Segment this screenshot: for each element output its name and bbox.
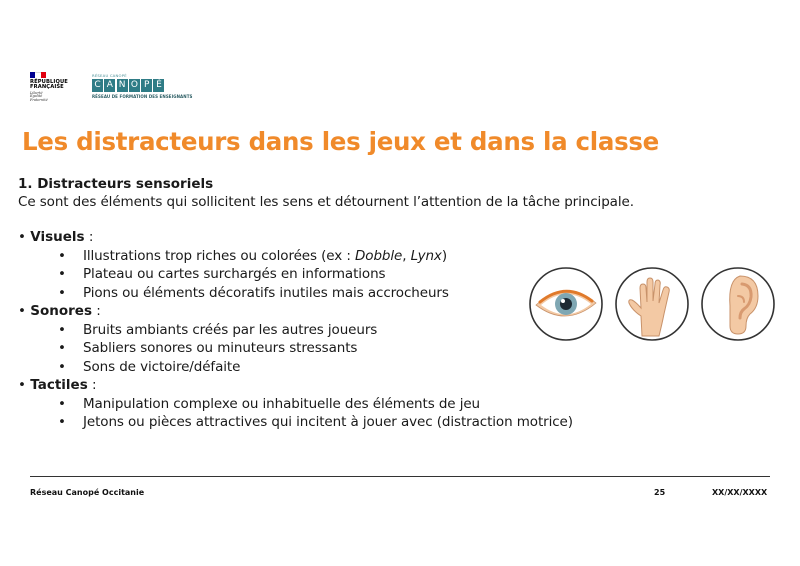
list-item: • Sabliers sonores ou minuteurs stressants (18, 339, 738, 358)
republique-francaise-logo (30, 72, 80, 116)
category-tactiles: • Tactiles : (18, 377, 97, 393)
footer-divider (30, 476, 770, 477)
list-item: • Jetons ou pièces attractives qui incitent à jouer avec (distraction motrice) (18, 413, 738, 432)
french-flag-icon (30, 72, 46, 78)
republique-text: RÉPUBLIQUE FRANÇAISE (30, 79, 68, 91)
canope-subtitle: RÉSEAU DE FORMATION DES ENSEIGNANTS (92, 94, 193, 99)
section-intro: Ce sont des éléments qui sollicitent les sens et détournent l’attention de la tâche principale. (18, 194, 634, 210)
canope-wordmark: C A N O P É (92, 79, 174, 92)
category-visuels: • Visuels : (18, 229, 94, 245)
list-item: • Plateau ou cartes surchargés en informations (18, 265, 738, 284)
list-item: • Sons de victoire/défaite (18, 358, 738, 377)
footer-date: XX/XX/XXXX (712, 488, 768, 497)
section-heading: 1. Distracteurs sensoriels (18, 176, 214, 192)
republique-motto: Liberté Égalité Fraternité (30, 90, 48, 102)
sense-icons (528, 266, 778, 344)
slide-title: Les distracteurs dans les jeux et dans la classe (22, 127, 659, 156)
page-number: 25 (654, 488, 666, 497)
list-item: • Illustrations trop riches ou colorées (ex : Dobble, Lynx) (18, 247, 738, 266)
category-sonores: • Sonores : (18, 303, 101, 319)
canope-top-text: RÉSEAU CANOPÉ (92, 73, 127, 78)
list-item: • Pions ou éléments décoratifs inutiles mais accrocheurs (18, 284, 738, 303)
ear-icon (700, 266, 776, 342)
canope-logo (92, 73, 193, 105)
list-item: • Bruits ambiants créés par les autres joueurs (18, 321, 738, 340)
list-item: • Manipulation complexe ou inhabituelle des éléments de jeu (18, 395, 738, 414)
hand-icon (614, 266, 690, 342)
eye-icon (528, 266, 604, 342)
footer-organization: Réseau Canopé Occitanie (30, 488, 145, 497)
